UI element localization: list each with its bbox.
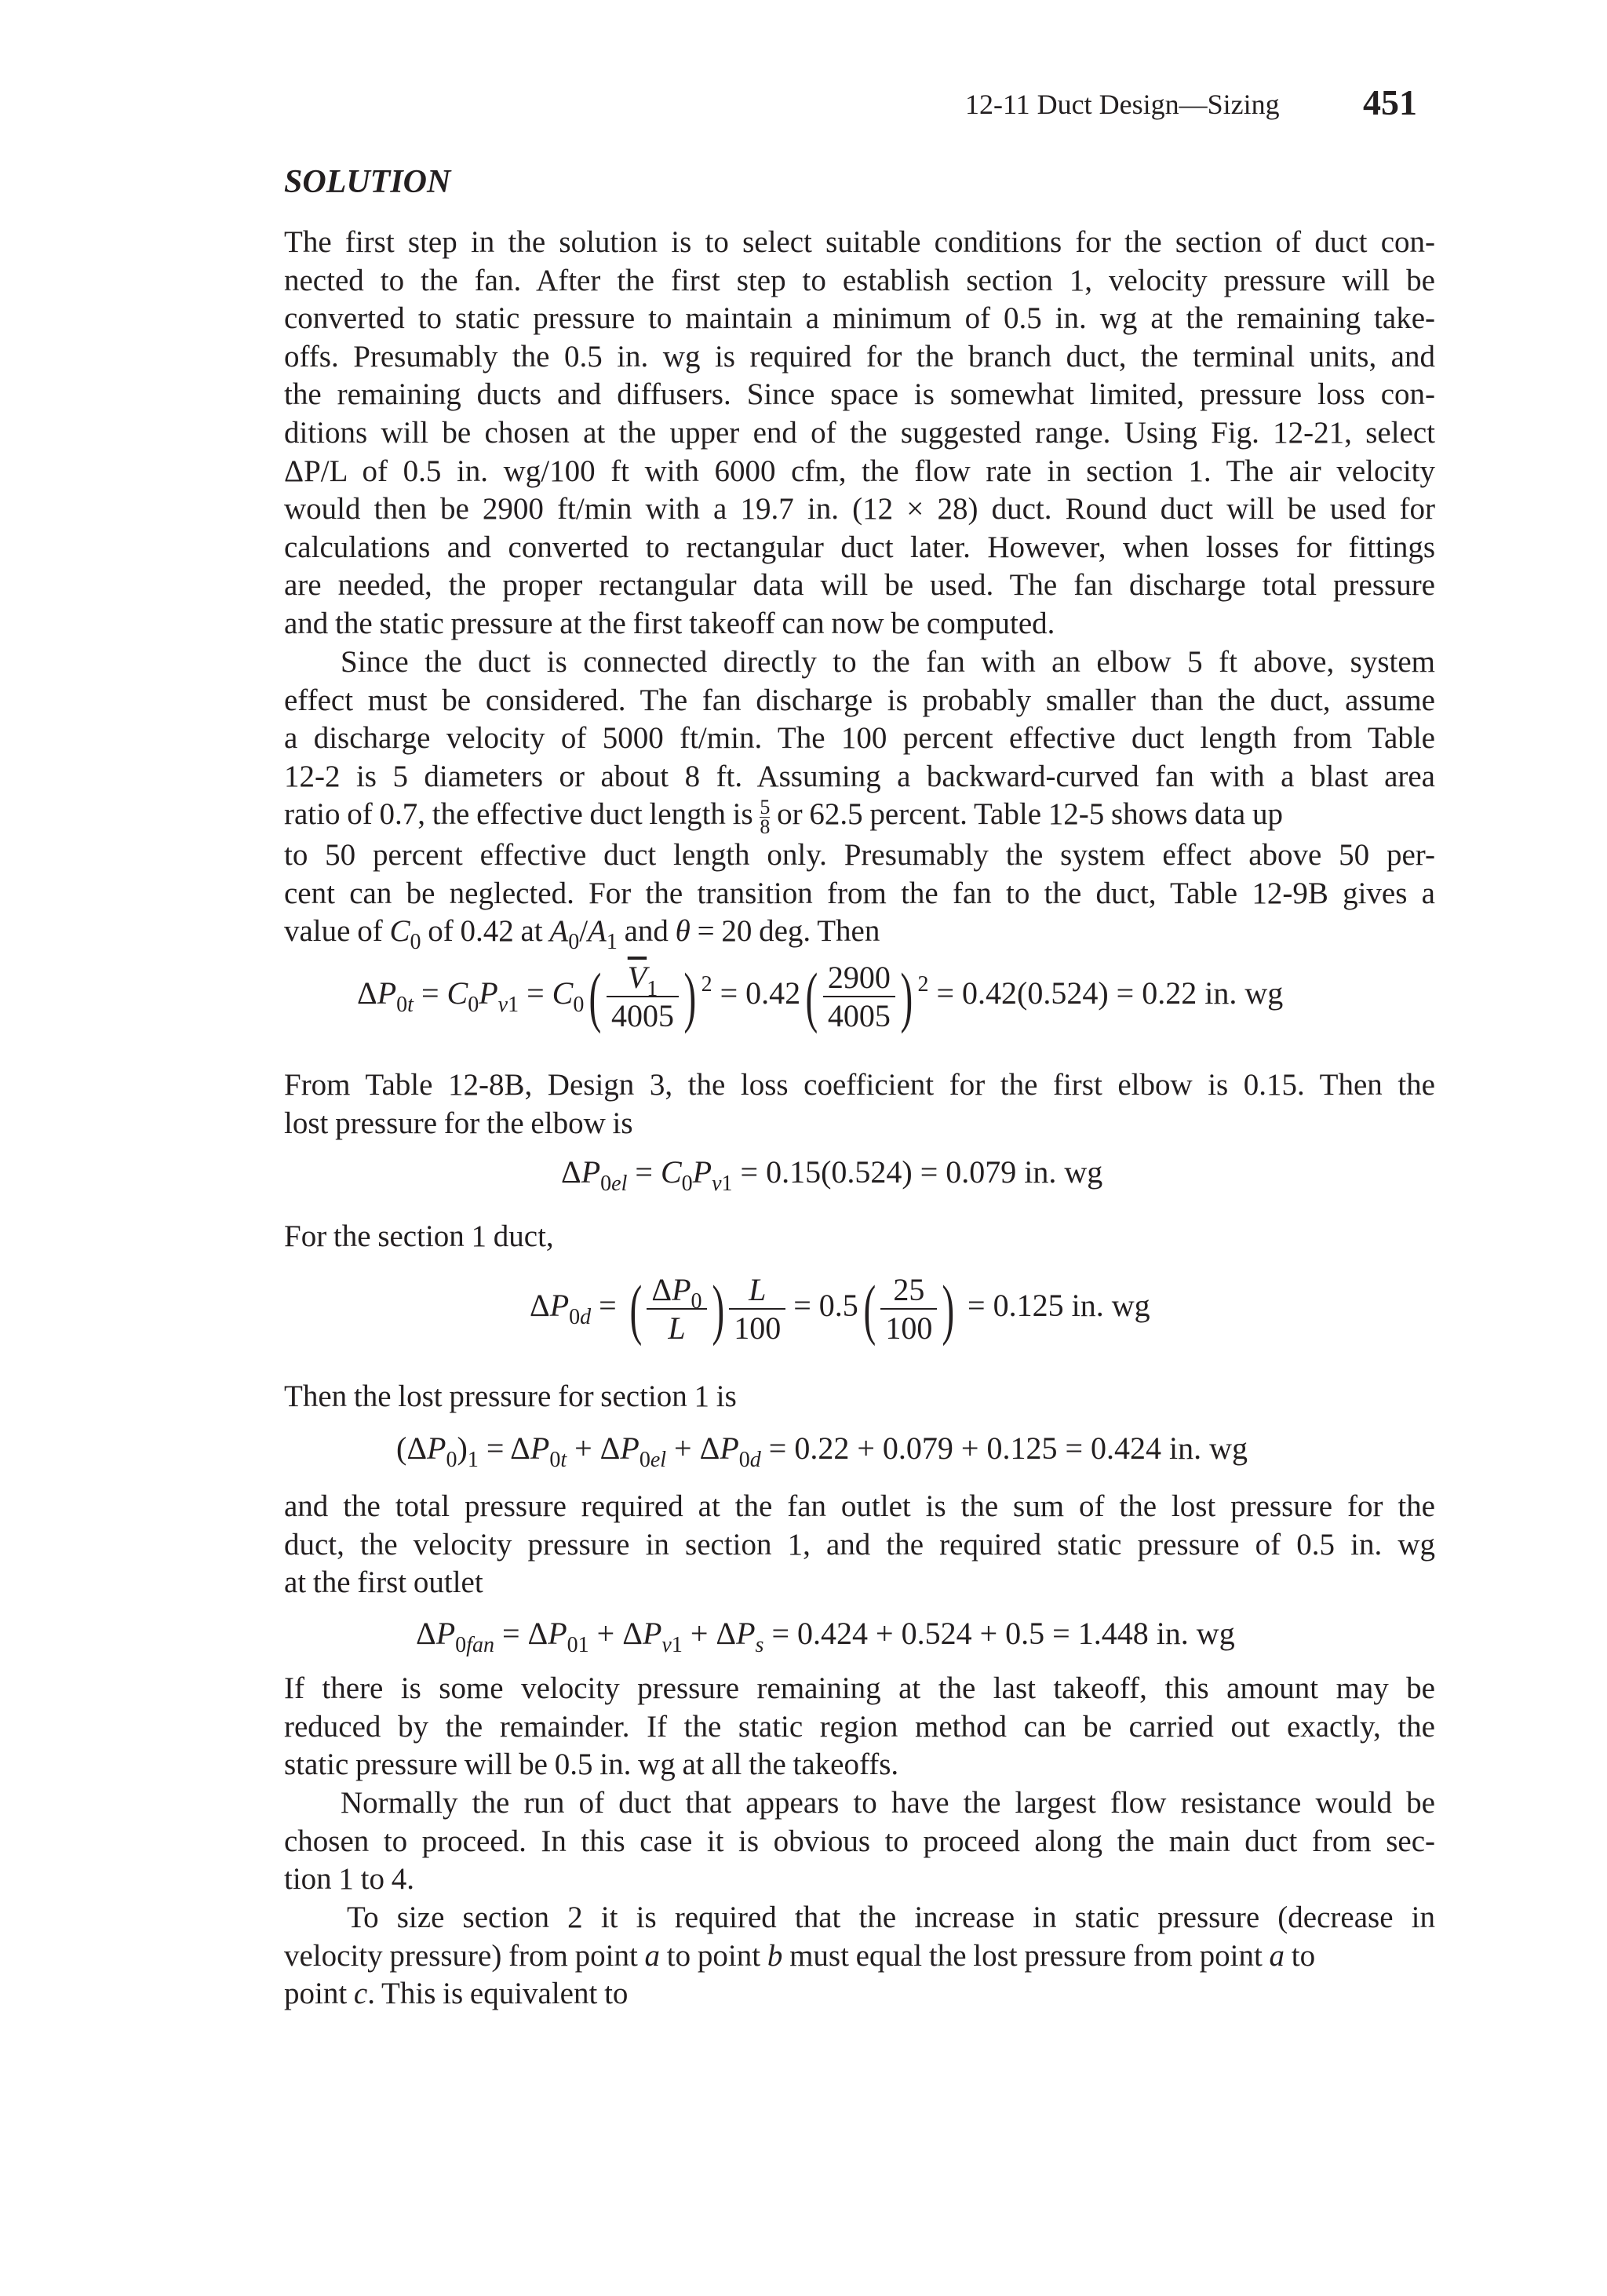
- paragraph-2: [284, 643, 1435, 955]
- text-line: and the static pressure at the first takeoff can now be computed.: [284, 606, 1055, 640]
- fraction-25-over-100: [880, 1271, 937, 1347]
- text-line: From Table 12-8B, Design 3, the loss coefficient for the first elbow is 0.15. Then the: [284, 1068, 1435, 1102]
- fraction-v1-over-4005: $\frac{\overline{V}_1}{4005}$: [607, 959, 679, 1034]
- text-line: are needed, the proper rectangular data will be used. The fan discharge total pressure: [284, 568, 1435, 603]
- text-line: at the first outlet: [284, 1565, 483, 1600]
- text-line: the remaining ducts and diffusers. Since space is somewhat limited, pressure loss con-: [284, 377, 1435, 412]
- variable-b: b: [767, 1938, 783, 1973]
- equation-result: = 0.15(0.524) = 0.079 in. wg: [740, 1154, 1103, 1190]
- equation-section1-loss: $(\Delta P_0)_1 = \Delta P_{0t} + \Delta P_{0el} + \Delta P_{0d} = 0.22 + 0.079 + 0.125 = 0.424$ in. wg: [396, 1430, 1248, 1472]
- text-run: [284, 1937, 1315, 1976]
- fraction-5-8: [760, 795, 771, 838]
- text-line: static pressure will be 0.5 in. wg at all the takeoffs.: [284, 1748, 899, 1782]
- text-line: calculations and converted to rectangular duct later. However, when losses for fittings: [284, 530, 1435, 564]
- equation-elbow-loss: $\Delta P_{0el} = C_0P_{v1} = 0.15(0.524) = 0.079$ in. wg: [561, 1154, 1103, 1196]
- text-line: tion 1 to 4.: [284, 1862, 415, 1897]
- paragraph-8: [284, 1784, 1435, 1899]
- fraction-denominator: 100: [885, 1310, 933, 1346]
- fraction-2900-over-4005: [823, 959, 895, 1034]
- text-line: and the total pressure required at the fan outlet is the sum of the lost pressure for the: [284, 1489, 1435, 1523]
- text-line: To size section 2 it is required that the increase in static pressure (decrease in: [347, 1901, 1435, 1934]
- text-line: would then be 2900 ft/min with a 19.7 in. (12 × 28) duct. Round duct will be used for: [284, 492, 1435, 527]
- text-line: [284, 1975, 1435, 2014]
- exponent: 2: [917, 972, 929, 997]
- subscript: 1: [647, 977, 658, 1001]
- equation-term: = 0.5: [793, 1288, 858, 1324]
- text-run: or 62.5 percent. Table 12-5 shows data up: [777, 797, 1283, 832]
- text-line: a discharge velocity of 5000 ft/min. The 100 percent effective duct length from Table: [284, 721, 1435, 756]
- paragraph-5: [284, 1378, 1435, 1416]
- text-run: velocity pressure) from point: [284, 1938, 638, 1973]
- text-line: ΔP/L of 0.5 in. wg/100 ft with 6000 cfm, the flow rate in section 1. The air velocity: [284, 454, 1435, 488]
- text-line: Normally the run of duct that appears to have the largest flow resistance would be: [341, 1786, 1435, 1820]
- paragraph-4: [284, 1218, 1435, 1256]
- text-run: point: [284, 1977, 348, 2011]
- fraction-numerator: L: [749, 1272, 767, 1307]
- text-run: ratio of 0.7, the effective duct length is: [284, 797, 753, 832]
- text-line: ditions will be chosen at the upper end of the suggested range. Using Fig. 12-21, select: [284, 415, 1435, 450]
- fraction-denominator: 4005: [610, 998, 674, 1033]
- fraction-l-over-100: [729, 1271, 785, 1347]
- paragraph-9: [284, 1899, 1435, 2014]
- fraction-numerator: 2900: [823, 959, 895, 997]
- fraction-denominator: 100: [734, 1310, 782, 1346]
- text-line: Then the lost pressure for section 1 is: [284, 1379, 737, 1413]
- text-line: offs. Presumably the 0.5 in. wg is required for the branch duct, the terminal units, and: [284, 339, 1435, 374]
- text-line: value of $C_0$ of 0.42 at $A_0/A_1$ and θ = 20 deg. Then: [284, 914, 880, 955]
- equation-fan-transition: $\Delta P_{0t} = C_0P_{v1} = C_0$( $\frac{\overline{V}_1}{4005}$ ) $^2$ = 0.42( $\frac{2900}{4005}$ ) $^2$ = 0.42(0.524) = 0.22 in. wg: [357, 959, 1284, 1034]
- paragraph-3: [284, 1066, 1435, 1143]
- equation-result: = 0.125 in. wg: [967, 1288, 1150, 1324]
- text-line: to 50 percent effective duct length only. Presumably the system effect above 50 per-: [284, 837, 1435, 872]
- paragraph-1: [284, 224, 1435, 643]
- paragraph-7: [284, 1670, 1435, 1784]
- fraction-numerator: 25: [880, 1271, 937, 1310]
- text-run: must equal the lost pressure from point: [789, 1938, 1263, 1973]
- equation-term: = 0.42: [720, 975, 801, 1011]
- equation-duct-loss: $\Delta P_{0d}$ = ( $\frac{\Delta P_0}{L}$ ) $\frac{L}{100}$ = 0.5( $\frac{25}{100}$ ) = 0.125 in. wg: [530, 1271, 1150, 1347]
- text-line: [284, 1937, 1435, 1976]
- text-run: to point: [666, 1938, 761, 1973]
- text-line: The first step in the solution is to select suitable conditions for the section of duct con-: [284, 225, 1435, 259]
- text-line: lost pressure for the elbow is: [284, 1106, 633, 1140]
- text-run: of 0.42 at: [428, 914, 543, 949]
- text-line: cent can be neglected. For the transition from the fan to the duct, Table 12-9B gives a: [284, 876, 1435, 910]
- page-number: 451: [1363, 82, 1417, 122]
- text-run: = 20 deg. Then: [697, 914, 880, 949]
- text-line: nected to the fan. After the first step to establish section 1, velocity pressure will be: [284, 263, 1435, 297]
- variable-a: a: [644, 1938, 661, 1973]
- text-line: reduced by the remainder. If the static region method can be carried out exactly, the: [284, 1709, 1435, 1744]
- variable-a: a: [1269, 1938, 1285, 1973]
- running-head-section: 12-11 Duct Design—Sizing: [965, 89, 1280, 120]
- text-line: For the section 1 duct,: [284, 1219, 554, 1253]
- text-line: converted to static pressure to maintain a minimum of 0.5 in. wg at the remaining take-: [284, 301, 1435, 336]
- equation-fan-total-pressure: $\Delta P_{0fan} = \Delta P_{01} + \Delta P_{v1} + \Delta P_s = 0.424 + 0.524 + 0.5 = 1.448$ in. wg: [416, 1616, 1235, 1657]
- text-run: . This is equivalent to: [367, 1977, 629, 2011]
- fraction-denominator: 4005: [827, 998, 891, 1033]
- equation-result: = 0.22 + 0.079 + 0.125 = 0.424 in. wg: [768, 1430, 1248, 1466]
- text-line: If there is some velocity pressure remaining at the last takeoff, this amount may be: [284, 1671, 1435, 1705]
- solution-heading: SOLUTION: [284, 164, 451, 200]
- paragraph-6: [284, 1488, 1435, 1602]
- text-line: 12-2 is 5 diameters or about 8 ft. Assuming a backward-curved fan with a blast area: [284, 759, 1435, 793]
- equation-result: = 0.42(0.524) = 0.22 in. wg: [936, 975, 1284, 1011]
- text-line: Since the duct is connected directly to the fan with an elbow 5 ft above, system: [341, 645, 1435, 679]
- fraction-dp-over-l: $\frac{\Delta P_0}{L}$: [647, 1271, 706, 1347]
- equation-result: = 0.424 + 0.524 + 0.5 = 1.448 in. wg: [771, 1616, 1235, 1651]
- text-line: effect must be considered. The fan discharge is probably smaller than the duct, assume: [284, 683, 1435, 717]
- text-line: duct, the velocity pressure in section 1, and the required static pressure of 0.5 in. wg: [284, 1527, 1435, 1562]
- variable-c: c: [353, 1977, 368, 2011]
- fraction-denominator: 8: [760, 815, 771, 838]
- text-run: value of: [284, 914, 383, 949]
- text-run: and: [624, 914, 669, 949]
- text-line: [284, 796, 1435, 836]
- fraction-numerator: 5: [760, 795, 771, 818]
- text-run: to: [1291, 1938, 1316, 1973]
- text-run: [284, 796, 1283, 836]
- text-line: chosen to proceed. In this case it is obvious to proceed along the main duct from sec-: [284, 1824, 1435, 1858]
- exponent: 2: [701, 972, 712, 997]
